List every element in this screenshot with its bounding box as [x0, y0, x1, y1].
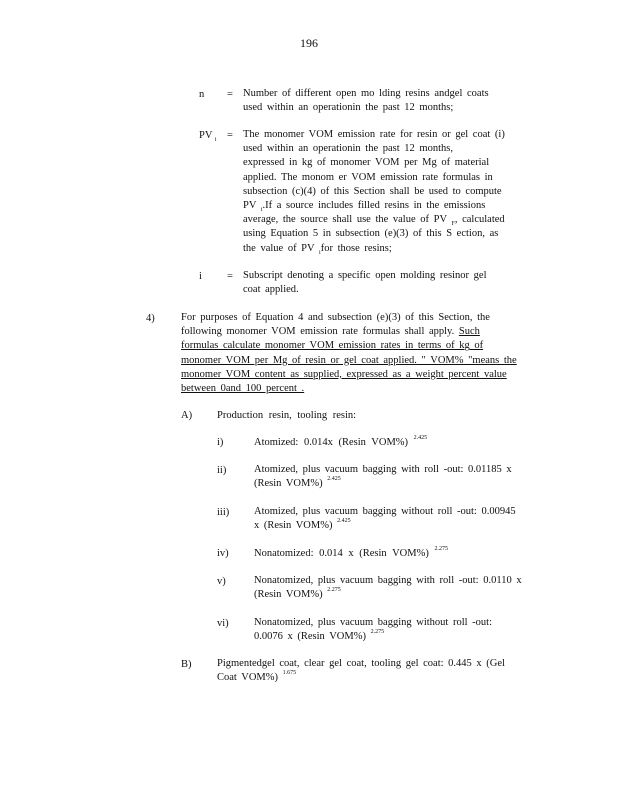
- item-4-paragraph: [181, 311, 541, 396]
- definition-i-text: [243, 269, 518, 297]
- exponent: 2.275: [370, 629, 385, 636]
- definition-line: [243, 213, 523, 227]
- formula-block: [254, 574, 544, 602]
- formula-number: i): [217, 437, 224, 448]
- exponent: 2.425: [327, 476, 341, 483]
- definition-line: The monomer VOM emission rate for resin or gel coat (i): [243, 129, 505, 140]
- definition-line: Subscript denoting a specific open molding resinor gel: [243, 270, 487, 281]
- definition-line: [243, 199, 523, 213]
- formula-line: Pigmentedgel coat, clear gel coat, tooling gel coat: 0.445 x (Gel: [217, 658, 505, 669]
- exponent: 2.275: [434, 546, 448, 552]
- formula-line: [254, 477, 544, 491]
- definition-line: applied. The monom er VOM emission rate formulas in: [243, 171, 493, 183]
- equals-sign: =: [227, 130, 233, 141]
- definition-line: used within an operationin the past 12 months;: [243, 102, 454, 114]
- paragraph-line: For purposes of Equation 4 and subsection (e)(3) of this Section, the: [181, 312, 490, 323]
- section-a-title: Production resin, tooling resin:: [217, 410, 357, 421]
- line-text: .If a source includes filled resins in the emissions: [262, 200, 486, 212]
- definition-line: using Equation 5 in subsection (e)(3) of this S ection, as: [243, 228, 499, 240]
- formula-text: Nonatomized: 0.014 x (Resin VOM%): [254, 548, 429, 559]
- formula-text: Atomized: 0.014x (Resin VOM%): [254, 437, 409, 448]
- formula-line: [254, 630, 544, 644]
- inserted-line: between 0and 100 percent .: [181, 383, 305, 395]
- definition-n-text: [243, 87, 513, 115]
- formula-block: [254, 616, 544, 644]
- formula-number: ii): [217, 465, 227, 476]
- term-text: PV: [199, 130, 213, 141]
- inserted-line: monomer VOM per Mg of resin or gel coat applied. " VOM% "means the: [181, 354, 517, 366]
- formula-line: Atomized, plus vacuum bagging with roll -out: 0.01185 x: [254, 464, 512, 475]
- inserted-line: formulas calculate monomer VOM emission rates in terms of kg of: [181, 340, 484, 352]
- formula-line: [217, 671, 537, 685]
- formula-number: iv): [217, 548, 229, 559]
- item-number-4: 4): [146, 313, 155, 324]
- definition-line: Number of different open mo lding resins andgel coats: [243, 88, 489, 99]
- equals-sign: =: [227, 89, 233, 100]
- inserted-text: Such: [458, 326, 480, 338]
- formula-line: [254, 547, 448, 560]
- formula-line: [254, 436, 427, 449]
- paragraph-line: [181, 325, 541, 339]
- line-text: PV: [243, 200, 257, 212]
- formula-number: v): [217, 576, 226, 587]
- inserted-line: monomer VOM content as supplied, expressed as a weight percent value: [181, 368, 507, 380]
- line-text: the value of PV: [243, 242, 315, 254]
- term-subscript: i: [214, 137, 217, 144]
- definition-line: expressed in kg of monomer VOM per Mg of material: [243, 157, 490, 169]
- formula-text: Coat VOM%): [217, 672, 279, 684]
- formula-line: [254, 588, 544, 602]
- formula-block: [254, 463, 544, 491]
- formula-number: vi): [217, 618, 229, 629]
- subscript: i: [260, 207, 263, 214]
- formula-line: Nonatomized, plus vacuum bagging without roll -out:: [254, 617, 493, 628]
- formula-block: [254, 505, 544, 533]
- plain-text: following monomer VOM emission rate formulas shall apply.: [181, 326, 455, 338]
- definition-line: used within an operationin the past 12 months,: [243, 143, 453, 155]
- formula-text: (Resin VOM%): [254, 589, 323, 601]
- formula-text: 0.0076 x (Resin VOM%): [254, 631, 366, 643]
- formula-line: Atomized, plus vacuum bagging without roll -out: 0.00945: [254, 506, 516, 517]
- definition-term-i: i: [199, 271, 202, 282]
- page-number: 196: [300, 36, 318, 50]
- line-text: , calculated: [454, 214, 505, 226]
- exponent: 1.675: [282, 670, 297, 677]
- equals-sign: =: [227, 271, 233, 282]
- definition-term-n: n: [199, 89, 205, 100]
- formula-text: x (Resin VOM%): [254, 520, 333, 532]
- exponent: 2.425: [413, 435, 428, 441]
- line-text: for those resins;: [320, 242, 392, 254]
- subscript: F: [451, 221, 455, 228]
- formula-text: (Resin VOM%): [254, 478, 323, 490]
- section-b-text: [217, 657, 537, 685]
- formula-number: iii): [217, 507, 230, 518]
- definition-pvi-text: [243, 128, 523, 256]
- formula-line: Nonatomized, plus vacuum bagging with roll -out: 0.0110 x: [254, 575, 522, 586]
- exponent: 2.275: [327, 587, 341, 594]
- definition-term-pvi: [199, 129, 217, 142]
- exponent: 2.425: [337, 518, 351, 525]
- definition-line: [243, 242, 523, 256]
- definition-line: subsection (c)(4) of this Section shall be used to compute: [243, 185, 502, 197]
- subscript: i: [319, 249, 321, 256]
- definition-line: coat applied.: [243, 284, 299, 296]
- section-a-label: A): [181, 410, 193, 421]
- formula-line: [254, 519, 544, 533]
- section-b-label: B): [181, 659, 192, 670]
- line-text: average, the source shall use the value of PV: [243, 214, 447, 226]
